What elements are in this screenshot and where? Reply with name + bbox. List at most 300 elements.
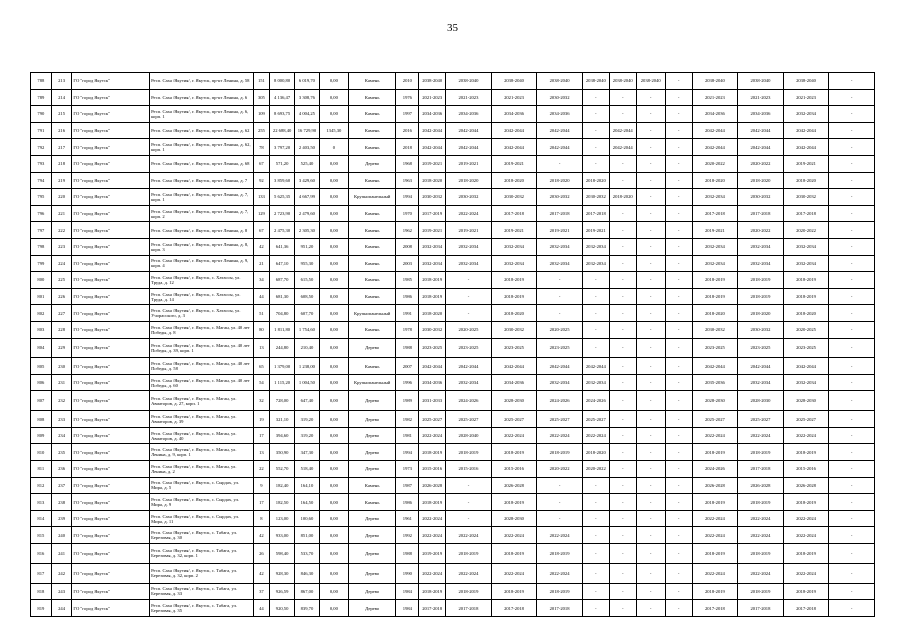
table-cell: -	[829, 477, 875, 494]
table-cell: -	[636, 205, 665, 222]
table-cell: 2032-2034	[783, 238, 829, 255]
table-cell: -	[636, 89, 665, 106]
table-cell: 1984	[396, 583, 419, 600]
table-cell: 533,70	[295, 544, 320, 564]
table-cell: 0,00	[319, 73, 348, 90]
table-cell: -	[636, 272, 665, 289]
table-row	[31, 222, 875, 239]
table-cell: ГО "город Якутск"	[72, 305, 150, 322]
table-cell: 0,00	[319, 172, 348, 189]
table-cell: 2030-2032	[419, 189, 446, 206]
table-cell: -	[609, 563, 636, 583]
table-cell: 2018-2020	[738, 305, 784, 322]
table-cell: -	[636, 255, 665, 272]
table-cell: -	[829, 305, 875, 322]
table-row	[31, 205, 875, 222]
table-cell: 799	[31, 255, 52, 272]
table-cell: -	[609, 461, 636, 478]
table-cell: Респ. Саха /Якутия/, г. Якутск, пр-кт Ленина, д. 9, корп. 4	[150, 255, 254, 272]
table-cell: 347,30	[295, 444, 320, 461]
table-cell: 394,60	[270, 427, 295, 444]
table-cell: 1 754,60	[295, 321, 320, 338]
table-cell: -	[665, 391, 692, 411]
table-cell: 234	[51, 427, 72, 444]
table-cell: 34	[253, 272, 270, 289]
table-cell: Крупнопанельный	[348, 305, 396, 322]
table-cell: 2028-2030	[738, 391, 784, 411]
table-cell: 2024-2026	[582, 391, 609, 411]
table-cell: 236	[51, 461, 72, 478]
table-cell: -	[829, 321, 875, 338]
table-cell: Камень	[348, 89, 396, 106]
table-cell: 2025-2027	[446, 411, 492, 428]
table-cell: 235	[51, 444, 72, 461]
table-cell: 2018-2019	[419, 444, 446, 461]
table-cell: Респ. Саха /Якутия/, г. Якутск, с. Маган, ул. 40 лет Победы, д. 8	[150, 321, 254, 338]
table-cell: 2023-2025	[783, 338, 829, 358]
table-cell: -	[446, 288, 492, 305]
table-cell: 808	[31, 411, 52, 428]
table-cell: 2034-2036	[446, 106, 492, 123]
table-cell: 920,50	[270, 600, 295, 617]
table-cell: 806	[31, 374, 52, 391]
table-cell: -	[829, 255, 875, 272]
table-cell: 2034-2036	[491, 106, 537, 123]
table-cell: 2019-2021	[491, 222, 537, 239]
table-cell: 214	[51, 89, 72, 106]
table-cell: Респ. Саха /Якутия/, г. Якутск, с. Маган, ул. Авиаторов, д. 27, корп. 1	[150, 391, 254, 411]
table-cell: 238	[51, 494, 72, 511]
table-cell: Респ. Саха /Якутия/, г. Якутск, с. Маган, ул. Ленина, д. 2	[150, 461, 254, 478]
table-cell: 1982	[396, 411, 419, 428]
table-cell: 2042-2044	[491, 122, 537, 139]
table-cell: ГО "город Якутск"	[72, 338, 150, 358]
table-cell: -	[582, 139, 609, 156]
table-cell: -	[446, 272, 492, 289]
table-cell: 2042-2044	[419, 358, 446, 375]
table-row	[31, 305, 875, 322]
table-cell: -	[829, 391, 875, 411]
table-cell: 2017-2018	[537, 600, 583, 617]
table-cell: Камень	[348, 172, 396, 189]
table-cell: -	[582, 122, 609, 139]
table-cell: -	[829, 89, 875, 106]
table-cell: 239	[51, 510, 72, 527]
table-row	[31, 444, 875, 461]
table-cell: -	[636, 338, 665, 358]
table-row	[31, 321, 875, 338]
table-cell: 1973	[396, 461, 419, 478]
table-cell: 2034-2036	[537, 106, 583, 123]
table-row	[31, 189, 875, 206]
table-cell: 2021-2023	[419, 89, 446, 106]
table-cell: 241	[51, 544, 72, 564]
table-cell: 2018-2020	[609, 189, 636, 206]
table-cell: -	[609, 583, 636, 600]
table-cell: -	[446, 510, 492, 527]
table-cell: 805	[31, 358, 52, 375]
table-cell: -	[582, 527, 609, 544]
table-cell: -	[829, 205, 875, 222]
table-cell: -	[609, 255, 636, 272]
table-cell: -	[636, 444, 665, 461]
table-cell: 647,10	[270, 255, 295, 272]
table-cell: 2018-2019	[491, 494, 537, 511]
table-cell: ГО "город Якутск"	[72, 106, 150, 123]
table-cell: 803	[31, 321, 52, 338]
table-cell: 2 479,60	[295, 205, 320, 222]
table-cell: 22	[253, 461, 270, 478]
table-cell: -	[582, 89, 609, 106]
table-cell: 2022-2024	[692, 527, 738, 544]
table-cell: 815	[31, 527, 52, 544]
table-cell: -	[636, 288, 665, 305]
table-cell: ГО "город Якутск"	[72, 122, 150, 139]
table-cell: Крупнопанельный	[348, 189, 396, 206]
table-cell: 2018-2019	[738, 544, 784, 564]
table-cell: 1985	[396, 272, 419, 289]
table-cell: 22 688,40	[270, 122, 295, 139]
table-cell: -	[829, 106, 875, 123]
table-cell: Дерево	[348, 461, 396, 478]
table-cell: 100,60	[295, 510, 320, 527]
table-cell: 2038-2040	[537, 73, 583, 90]
table-cell: 0,00	[319, 338, 348, 358]
table-cell: -	[829, 461, 875, 478]
table-cell: 796	[31, 205, 52, 222]
table-cell: 44	[253, 288, 270, 305]
table-cell: 2020-2022	[783, 222, 829, 239]
table-row	[31, 374, 875, 391]
table-cell: 2018-2020	[537, 172, 583, 189]
table-cell: 2018-2019	[419, 583, 446, 600]
table-row	[31, 106, 875, 123]
table-cell: 237	[51, 477, 72, 494]
table-cell: Дерево	[348, 510, 396, 527]
table-cell: 4 136,47	[270, 89, 295, 106]
table-cell: 2018-2019	[692, 583, 738, 600]
table-cell: 2022-2024	[783, 427, 829, 444]
table-cell: 0,00	[319, 321, 348, 338]
table-cell: ГО "город Якутск"	[72, 510, 150, 527]
table-cell: 2021-2023	[783, 89, 829, 106]
table-cell: 2038-2040	[582, 73, 609, 90]
table-cell: 2015-2016	[419, 461, 446, 478]
table-cell: 615,50	[295, 272, 320, 289]
table-cell: 2030-2032	[537, 189, 583, 206]
table-cell: -	[665, 338, 692, 358]
table-cell: 2032-2034	[738, 374, 784, 391]
table-cell: 213	[51, 73, 72, 90]
table-cell: Камень	[348, 238, 396, 255]
table-cell: 0,00	[319, 189, 348, 206]
table-cell: 2015-2016	[446, 461, 492, 478]
table-cell: 217	[51, 139, 72, 156]
table-cell: ГО "город Якутск"	[72, 139, 150, 156]
table-cell: 2034-2036	[738, 106, 784, 123]
table-cell: 598,40	[270, 544, 295, 564]
table-cell: -	[537, 155, 583, 172]
table-cell: Дерево	[348, 338, 396, 358]
table-cell: 2020-2022	[738, 155, 784, 172]
table-cell: 2042-2044	[491, 139, 537, 156]
table-cell: 2042-2044	[609, 139, 636, 156]
table-cell: Респ. Саха /Якутия/, г. Якутск, пр-кт Ленина, д. 7, корп. 1	[150, 189, 254, 206]
table-cell: 1 811,80	[270, 321, 295, 338]
table-cell: 227	[51, 305, 72, 322]
table-cell: 2018-2019	[491, 272, 537, 289]
table-cell: 2 305,30	[295, 222, 320, 239]
table-cell: 229	[51, 338, 72, 358]
table-cell: 812	[31, 477, 52, 494]
table-cell: -	[665, 222, 692, 239]
table-cell: 2018-2019	[783, 444, 829, 461]
table-cell: 846,30	[295, 563, 320, 583]
table-cell: 2032-2034	[446, 255, 492, 272]
table-cell: 2020-2022	[692, 155, 738, 172]
table-row	[31, 600, 875, 617]
table-cell: 21	[253, 255, 270, 272]
table-cell: 2023-2025	[491, 338, 537, 358]
table-cell: 2038-2040	[783, 73, 829, 90]
table-cell: 17	[253, 427, 270, 444]
table-cell: -	[665, 461, 692, 478]
table-cell: 1 004,50	[295, 374, 320, 391]
table-cell: ГО "город Якутск"	[72, 288, 150, 305]
table-cell: -	[582, 477, 609, 494]
table-cell: ГО "город Якутск"	[72, 563, 150, 583]
table-cell: 2003	[396, 255, 419, 272]
table-cell: 2022-2024	[692, 563, 738, 583]
table-row	[31, 461, 875, 478]
table-cell: 2018-2020	[692, 172, 738, 189]
table-cell: 2017-2018	[491, 205, 537, 222]
table-row	[31, 527, 875, 544]
table-cell: 2 403,50	[295, 139, 320, 156]
table-cell: -	[609, 172, 636, 189]
table-cell: 2018-2019	[446, 583, 492, 600]
table-cell: 2018-2020	[783, 172, 829, 189]
table-cell: 2018-2019	[491, 444, 537, 461]
table-cell: ГО "город Якутск"	[72, 89, 150, 106]
table-cell: 2019-2021	[582, 222, 609, 239]
table-cell: 798	[31, 238, 52, 255]
table-cell: 2030-2032	[738, 321, 784, 338]
table-cell: 0,00	[319, 391, 348, 411]
table-cell: 1978	[396, 321, 419, 338]
table-cell: 13	[253, 444, 270, 461]
table-cell: 2022-2024	[491, 527, 537, 544]
table-cell: 2017-2018	[537, 205, 583, 222]
table-cell: 19	[253, 411, 270, 428]
table-cell: Камень	[348, 321, 396, 338]
table-cell: 2018-2020	[692, 305, 738, 322]
table-cell: -	[665, 563, 692, 583]
table-cell: 807	[31, 391, 52, 411]
table-cell: ГО "город Якутск"	[72, 527, 150, 544]
table-cell: 2018-2019	[692, 272, 738, 289]
table-cell: 0,00	[319, 374, 348, 391]
table-cell: 2010	[396, 73, 419, 90]
table-cell: -	[582, 600, 609, 617]
table-cell: 2020-2022	[537, 461, 583, 478]
table-cell: -	[446, 305, 492, 322]
table-cell: 2018-2019	[537, 583, 583, 600]
table-cell: -	[609, 391, 636, 411]
table-cell: 226	[51, 288, 72, 305]
table-cell: 789	[31, 89, 52, 106]
table-cell: ГО "город Якутск"	[72, 427, 150, 444]
table-cell: -	[665, 527, 692, 544]
table-cell: -	[636, 494, 665, 511]
table-cell: 2042-2044	[738, 139, 784, 156]
table-cell: Респ. Саха /Якутия/, г. Якутск, с. Сырдах, ул. Мира, д. 9	[150, 494, 254, 511]
table-cell: 2021-2023	[738, 89, 784, 106]
table-cell: 2034-2036	[692, 106, 738, 123]
table-cell: 2042-2044	[692, 139, 738, 156]
table-cell: 2025-2027	[537, 411, 583, 428]
table-cell: 1997	[396, 106, 419, 123]
table-cell: 2019-2021	[537, 222, 583, 239]
table-row	[31, 427, 875, 444]
table-cell: 2018-2019	[783, 288, 829, 305]
table-cell: 2025-2027	[692, 411, 738, 428]
table-cell: 2019-2021	[783, 155, 829, 172]
table-cell: 2022-2024	[491, 427, 537, 444]
table-cell: 2030-2032	[419, 321, 446, 338]
table-cell: ГО "город Якутск"	[72, 172, 150, 189]
table-cell: -	[829, 238, 875, 255]
table-cell: 2018-2020	[582, 172, 609, 189]
table-cell: ГО "город Якутск"	[72, 583, 150, 600]
table-cell: 2042-2044	[446, 139, 492, 156]
table-cell: 790	[31, 106, 52, 123]
table-cell: 2018-2020	[419, 172, 446, 189]
table-cell: 2034-2036	[419, 106, 446, 123]
table-row	[31, 139, 875, 156]
table-cell: 2018-2020	[582, 444, 609, 461]
table-cell: 2042-2044	[491, 358, 537, 375]
table-row	[31, 477, 875, 494]
table-cell: -	[609, 494, 636, 511]
table-cell: 809	[31, 427, 52, 444]
table-cell: 795	[31, 189, 52, 206]
table-cell: -	[636, 510, 665, 527]
table-cell: 0,00	[319, 427, 348, 444]
table-cell: 2042-2044	[692, 122, 738, 139]
table-cell: -	[665, 172, 692, 189]
table-cell: 951,20	[295, 238, 320, 255]
table-cell: 0,00	[319, 106, 348, 123]
table-row	[31, 238, 875, 255]
table-cell: 2018-2019	[692, 444, 738, 461]
table-cell: -	[665, 477, 692, 494]
table-cell: 571,20	[270, 155, 295, 172]
table-cell: 2018-2019	[491, 288, 537, 305]
table-cell: 814	[31, 510, 52, 527]
table-cell: 1 379,00	[270, 358, 295, 375]
table-cell: 1987	[396, 477, 419, 494]
table-cell: 728,00	[270, 391, 295, 411]
table-cell: -	[665, 238, 692, 255]
table-cell: -	[829, 510, 875, 527]
table-cell: ГО "город Якутск"	[72, 374, 150, 391]
table-cell: 2021-2023	[491, 89, 537, 106]
table-cell: 704,80	[270, 305, 295, 322]
table-cell: 1981	[396, 427, 419, 444]
table-cell: 2022-2024	[738, 427, 784, 444]
table-cell: 804	[31, 338, 52, 358]
table-cell: 2032-2034	[783, 255, 829, 272]
table-cell: 219	[51, 172, 72, 189]
table-cell: 792	[31, 139, 52, 156]
table-cell: -	[636, 139, 665, 156]
table-cell: 51	[253, 305, 270, 322]
table-cell: 1962	[396, 222, 419, 239]
table-cell: 2032-2034	[692, 189, 738, 206]
table-row	[31, 155, 875, 172]
table-cell: 16 729,90	[295, 122, 320, 139]
table-cell: Респ. Саха /Якутия/, г. Якутск, с. Сырдах, ул. Мира, д. 11	[150, 510, 254, 527]
table-cell: -	[636, 189, 665, 206]
table-cell: -	[829, 444, 875, 461]
table-cell: 867,00	[295, 583, 320, 600]
table-cell: 2025-2027	[582, 411, 609, 428]
table-cell: -	[665, 411, 692, 428]
table-row	[31, 544, 875, 564]
table-cell: 2022-2024	[738, 527, 784, 544]
table-cell: -	[609, 288, 636, 305]
table-cell: 2023-2025	[738, 338, 784, 358]
table-cell: 2031-2033	[419, 391, 446, 411]
table-cell: -	[636, 238, 665, 255]
table-cell: 224	[51, 255, 72, 272]
table-cell: Камень	[348, 477, 396, 494]
table-cell: -	[665, 189, 692, 206]
table-cell: 818	[31, 583, 52, 600]
table-cell: 2015-2016	[783, 461, 829, 478]
table-cell: 2026-2028	[738, 477, 784, 494]
table-cell: 244,80	[270, 338, 295, 358]
table-cell: Респ. Саха /Якутия/, г. Якутск, с. Сырдах, ул. Мира, д. 5	[150, 477, 254, 494]
table-cell: 2032-2034	[419, 255, 446, 272]
table-cell: 2022-2024	[537, 427, 583, 444]
table-cell: ГО "город Якутск"	[72, 321, 150, 338]
table-cell: 839,70	[295, 600, 320, 617]
table-cell: 928,30	[270, 563, 295, 583]
table-cell: 791	[31, 122, 52, 139]
table-cell: -	[609, 222, 636, 239]
table-cell: 321,10	[270, 411, 295, 428]
table-cell: 133	[253, 189, 270, 206]
table-cell: -	[829, 563, 875, 583]
table-cell: Респ. Саха /Якутия/, г. Якутск, с. Маган, ул. 40 лет Победы, д. 60	[150, 374, 254, 391]
table-cell: 793	[31, 155, 52, 172]
table-cell: -	[665, 444, 692, 461]
table-cell: 2017-2018	[692, 205, 738, 222]
table-cell: 797	[31, 222, 52, 239]
table-cell: -	[609, 358, 636, 375]
table-cell: 2018-2020	[491, 305, 537, 322]
table-cell: -	[665, 600, 692, 617]
table-cell: 151	[253, 73, 270, 90]
table-cell: 2038-2040	[636, 73, 665, 90]
table-cell: -	[582, 106, 609, 123]
table-cell: -	[582, 321, 609, 338]
table-cell: 3 308,76	[295, 89, 320, 106]
table-cell: 2032-2034	[491, 238, 537, 255]
table-cell: 2042-2044	[537, 358, 583, 375]
